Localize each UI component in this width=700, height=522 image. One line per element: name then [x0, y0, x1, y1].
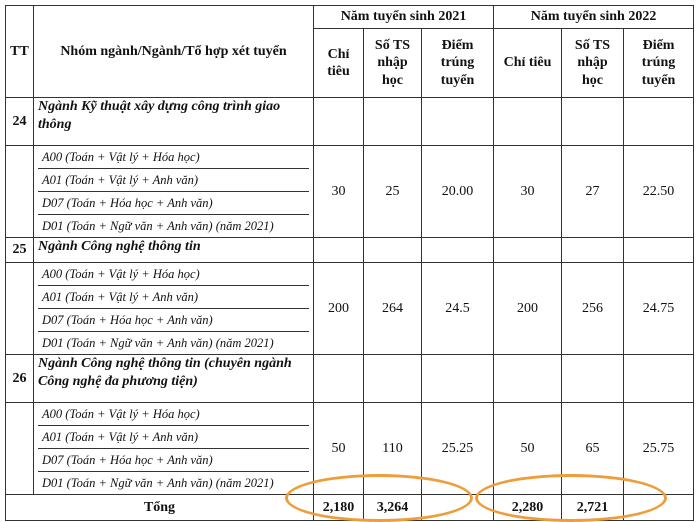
- header-quota-2021: Chỉ tiêu: [314, 29, 364, 98]
- enrolled-2021: 264: [364, 263, 422, 355]
- major-name: Ngành Công nghệ thông tin (chuyên ngành Công nghệ đa phương tiện): [34, 355, 314, 403]
- quota-2022: 50: [494, 403, 562, 495]
- list-item: D07 (Toán + Hóa học + Anh văn): [38, 309, 309, 332]
- list-item: A01 (Toán + Vật lý + Anh văn): [38, 286, 309, 309]
- list-item: D07 (Toán + Hóa học + Anh văn): [38, 449, 309, 472]
- header-year-2021: Năm tuyển sinh 2021: [314, 6, 494, 29]
- quota-2021: 200: [314, 263, 364, 355]
- combo-list: [34, 146, 314, 238]
- total-label: Tổng: [6, 495, 314, 521]
- admission-table: [5, 5, 694, 521]
- table-row: [6, 238, 694, 263]
- header-score-2022: Điểm trúng tuyển: [624, 29, 694, 98]
- header-tt: TT: [6, 6, 34, 98]
- score-2022: 22.50: [624, 146, 694, 238]
- list-item: A00 (Toán + Vật lý + Hóa học): [38, 146, 309, 169]
- list-item: D01 (Toán + Ngữ văn + Anh văn) (năm 2021): [42, 336, 274, 350]
- header-quota-2022: Chỉ tiêu: [494, 29, 562, 98]
- list-item: D01 (Toán + Ngữ văn + Anh văn) (năm 2021): [42, 476, 274, 490]
- list-item: D01 (Toán + Ngữ văn + Anh văn) (năm 2021): [42, 219, 274, 233]
- row-number: 25: [6, 238, 34, 263]
- score-2022: 25.75: [624, 403, 694, 495]
- score-2021: 24.5: [422, 263, 494, 355]
- list-item: A01 (Toán + Vật lý + Anh văn): [38, 426, 309, 449]
- major-name: Ngành Kỹ thuật xây dựng công trình giao thông: [34, 98, 314, 146]
- total-row: [6, 495, 694, 521]
- quota-2022: 30: [494, 146, 562, 238]
- score-2022: 24.75: [624, 263, 694, 355]
- table-row: [6, 403, 694, 495]
- list-item: A01 (Toán + Vật lý + Anh văn): [38, 169, 309, 192]
- total-enrolled-2021: 3,264: [364, 495, 422, 521]
- header-enrolled-2021: Số TS nhập học: [364, 29, 422, 98]
- enrolled-2022: 256: [562, 263, 624, 355]
- total-enrolled-2022: 2,721: [562, 495, 624, 521]
- total-quota-2021: 2,180: [314, 495, 364, 521]
- table-row: [6, 355, 694, 403]
- enrolled-2022: 27: [562, 146, 624, 238]
- quota-2022: 200: [494, 263, 562, 355]
- combo-list: [34, 403, 314, 495]
- header-score-2021: Điểm trúng tuyển: [422, 29, 494, 98]
- header-enrolled-2022: Số TS nhập học: [562, 29, 624, 98]
- enrolled-2021: 25: [364, 146, 422, 238]
- list-item: A00 (Toán + Vật lý + Hóa học): [38, 263, 309, 286]
- table-row: [6, 146, 694, 238]
- table-row: [6, 263, 694, 355]
- list-item: A00 (Toán + Vật lý + Hóa học): [38, 403, 309, 426]
- score-2021: 25.25: [422, 403, 494, 495]
- header-group: Nhóm ngành/Ngành/Tổ hợp xét tuyển: [34, 6, 314, 98]
- enrolled-2021: 110: [364, 403, 422, 495]
- row-number: 26: [6, 355, 34, 403]
- list-item: D07 (Toán + Hóa học + Anh văn): [38, 192, 309, 215]
- score-2021: 20.00: [422, 146, 494, 238]
- quota-2021: 30: [314, 146, 364, 238]
- enrolled-2022: 65: [562, 403, 624, 495]
- combo-list: [34, 263, 314, 355]
- major-name: Ngành Công nghệ thông tin: [34, 238, 314, 263]
- header-year-2022: Năm tuyển sinh 2022: [494, 6, 694, 29]
- row-number: 24: [6, 98, 34, 146]
- table-row: [6, 98, 694, 146]
- total-quota-2022: 2,280: [494, 495, 562, 521]
- quota-2021: 50: [314, 403, 364, 495]
